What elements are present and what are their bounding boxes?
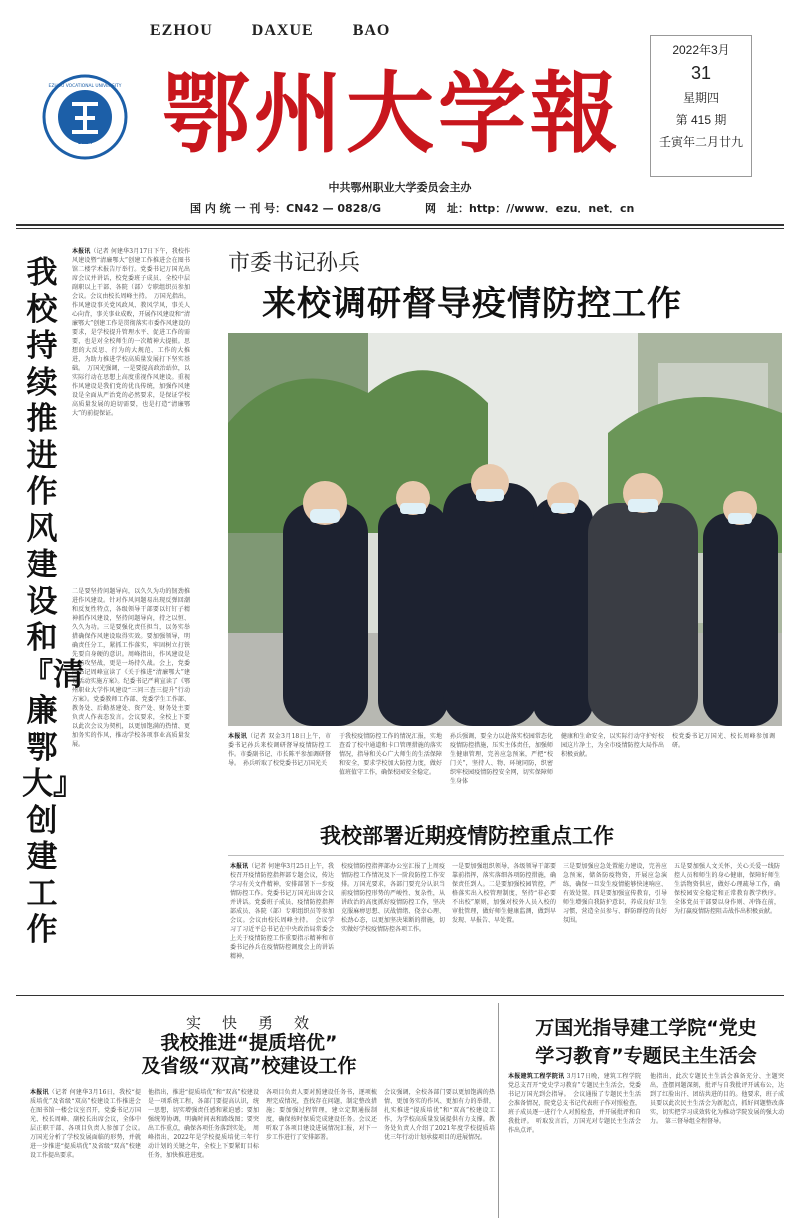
masthead-english <box>150 22 424 40</box>
second-article-body: 三是要加强应急处置能力建设，完善应急预案，储备防疫物资，开展应急演练，确保一旦发生疫情能够快速响应、有效处置。四是要加强宣传教育，引导师生增强自我防护意识，养成良好卫生习惯，营造全员参与、群防群控的良好氛围。 <box>563 863 667 924</box>
website-line: 网 址：http：//www．ezu．net．cn <box>425 202 635 215</box>
section-divider <box>16 995 784 996</box>
lead-article-body: 孙兵强调，要全力以赴落实校园常态化疫情防控措施，压实主体责任，加强师生健康管理，完善应急预案，严把“校门关”，坚持人、物、环境同防，织密织牢校园疫情防控安全网，切实保障师生身体 <box>450 733 553 785</box>
lead-article-headline: 来校调研督导疫情防控工作 <box>262 284 682 324</box>
fourth-article-headline-line: 万国光指导建工学院“党史 <box>535 1017 757 1039</box>
third-article-headline-line: 我校推进“提质培优” <box>160 1032 338 1054</box>
second-article-body: 一是要加强组织领导，各级领导干部要靠前指挥，落实落细各项防控措施，确保责任到人。二是要加强校园管控，严格落实出入校管理制度，坚持“非必要不出校”原则，加强对校外人员入校的审批管理，做好师生健康监测，做到早发现、早报告、早处置。 <box>452 863 556 924</box>
lead-article-body: 于我校疫情防控工作的情况汇报，实地查看了校中通道和卡口管理措施的落实情况，指导和关心广大师生的生活保障和安全，要求学校加大防控力度，做好值班值守工作，确保校园安全稳定。 <box>339 733 442 776</box>
date-day: 31 <box>690 63 712 83</box>
sponsor-line: 中共鄂州职业大学委员会主办 <box>328 181 472 194</box>
second-article-body: 本报讯（记者 何建华3月25日上午，我校召开疫情防控指挥部专题会议，传达学习有关文件精神，安排部署下一步疫情防控工作。党委书记万国光出席会议并讲话。党委班子成员、疫情防控指挥部成员、各院（部）专职组织员等参加会议。会议由校长周峰主持。 会议学习了习近平总书记在中央政治局常委会上关于疫情防控工作重要指示精神和市委书记孙兵在疫情防控调度会上的讲话精神， <box>230 863 334 960</box>
sidebar-article-body-cont: 二是要坚持问题导向，以久久为功的韧劲推进作风建设。针对作风问题易出现反弹回潮和反复性特点，各级领导干部要以钉钉子精神抓作风建设，坚持问题导向，持之以恒、久久为功。三是要强化责任担当，以务实举措确保作风建设取得实效。要加强领导，明确责任分工，紧抓工作落实，牢固树立打铁先要自身硬的意识。周峰指出，作风建设是一场攻坚战，更是一场持久战。会上，党委副书记周峰宣读了《关于推进“清廉鄂大”建设活动实施方案》。纪委书记严莉宣读了《鄂州职业大学作风建设“三问三查三提升”行动方案》。党委教师工作部、党委学生工作部、教务处、后勤基建处、资产处、财务处主要负责人作表态发言。会议要求，全校上下要以此次会议为契机，以更加饱满的热情、更加务实的作风，推动学校各项事业高质量发展。 <box>72 588 190 748</box>
second-article-headline: 我校部署近期疫情防控重点工作 <box>320 824 614 848</box>
newspaper-title-text: 鄂州大学報 <box>161 61 623 165</box>
date-weekday: 星期四 <box>682 91 719 105</box>
lead-article-body: 健康和生命安全，以实际行动守护好校园这片净土，为全市疫情防控大局作出积极贡献。 <box>561 733 664 758</box>
third-article-body: 本报讯（记者 何建华3月16日，我校“提质培优”及省级“双高”校建设工作推进会在图书馆一楼会议室召开，党委书记万国光、校长周峰、副校长出席会议，全体中层正职干部、各项目负责人参加了会议。 万国光分析了学校发展面临的形势，并就进一步推进“提质培优”及省级“双高”校建设工作提出要求。 <box>30 1089 148 1159</box>
masthead-divider <box>16 224 784 226</box>
third-article-kicker: 实 快 勇 效 <box>185 1014 312 1032</box>
sidebar-article-body: 本报讯（记者 何建华3月17日下午，我校作风建设暨“清廉鄂大”创建工作推进会在图书馆二楼学术报告厅举行。党委书记万国光出席会议并讲话，校党委班子成员、全校中层副职以上干部、各院（部）专职组织员参加会议。会议由校长周峰主持。 万国光指出，作风建设事关党风政风、教风学风，事关人心向背，事关事业成败，开展作风建设和“清廉鄂大”创建工作是贯彻落实市委作风建设的要求，是学校提升管理水平、促进工作的需要，也是对全校师生的一次精神大提振。思想的大反思、行为的大规范、工作的大推进，为助力推进学校高质量发展打下坚实基础。 万国光强调，一是要提高政治站位，以实际行动在思想上高度重视作风建设。重视作风建设是我们党的优良传统，加强作风建设是全面从严治党的必然要求，是保证学校高质量发展的迫切需要，也是打造“清廉鄂大”的前提保证。 <box>72 248 190 417</box>
logo-school-name: EZHOU VOCATIONAL UNIVERSITY <box>48 84 122 89</box>
logo-year: 1984 <box>77 139 93 146</box>
second-article-body: 五是要加强人文关怀，关心关爱一线防控人员和师生的身心健康，保障好师生生活物资供应，做好心理疏导工作，确保校园安全稳定和正常教育教学秩序。全体党员干部要以身作则、冲锋在前，为打赢疫情防控阻击战作出积极贡献。 <box>674 863 780 915</box>
issue-number: 第 415 期 <box>675 113 727 127</box>
date-year-month: 2022年3月 <box>672 43 730 57</box>
lead-article-body: 校党委书记万国光、校长周峰参加调研。 <box>672 733 775 749</box>
lead-article-body: 本报讯（记者 双金3月18日上午，市委书记孙兵来校调研督导疫情防控工作。市委副书记、市长陈平参加调研督导。 孙兵听取了校党委书记万国光关 <box>228 733 331 767</box>
date-box <box>650 35 752 177</box>
fourth-article-body: 本报建筑工程学院讯 3月17日晚，建筑工程学院党总支召开“党史学习教育”专题民主生活会，党委书记万国光到会指导。 会议通报了专题民主生活会准备情况，院党总支书记代表班子作对照检查，班子成员逐一进行个人对照检查，并开展批评和自我批评。 听取发言后，万国光对专题民主生活会作出点评。 <box>508 1073 641 1134</box>
masthead-en-word: DAXUE <box>251 22 314 39</box>
masthead-en-word: EZHOU <box>150 22 213 39</box>
fourth-article-headline-line: 学习教育”专题民主生活会 <box>535 1045 757 1067</box>
school-logo <box>42 74 128 160</box>
third-article-headline-line: 及省级“双高”校建设工作 <box>141 1055 357 1077</box>
masthead-en-word: BAO <box>352 22 391 39</box>
third-article-body: 会议强调，全校各部门要以更加饱满的热情、更加务实的作风、更加有力的举措，扎实推进“提质培优”和“双高”校建设工作，为学校高质量发展提供有力支撑。教务处负责人介绍了2021年度学校提质培优三年行动计划承接项目的进展情况。 <box>384 1089 495 1141</box>
third-article-body: 他指出，推进“提质培优”和“双高”校建设是一项系统工程，各部门要提高认识，统一思想，切实增强责任感和紧迫感；要加强统筹协调，明确时间表和路线图；要突出工作重点，确保各项任务落到实处。 周峰指出，2022年是学校提质培优三年行动计划的关键之年，全校上下要紧盯目标任务，加快推进进度。 <box>148 1089 260 1159</box>
lead-article-photo <box>228 333 782 726</box>
third-article-headline <box>0 1032 498 1078</box>
fourth-article-body: 他指出，此次专题民主生活会准备充分、主题突出，查摆问题深刻，批评与自我批评开诚布公，达到了红脸出汗、团结共进的目的。他要求，班子成员要以此次民主生活会为新起点，抓好问题整改落实，切实把学习成效转化为推动学院发展的强大动力。 第三督导组全程督导。 <box>650 1073 784 1125</box>
section-divider <box>228 855 784 856</box>
lead-article-kicker: 市委书记孙兵 <box>228 251 361 276</box>
lunar-date: 壬寅年二月廿九 <box>658 135 743 149</box>
second-article-body: 校疫情防控指挥部办公室汇报了上周疫情防控工作情况及下一阶段防控工作安排。万国光要求，各部门要充分认识当前疫情防控形势的严峻性、复杂性，从讲政治的高度抓好疫情防控工作，坚决克服麻痹思想、厌战情绪、侥幸心理、松劲心态，以更加坚决果断的措施，切实做好学校疫情防控各项工作。 <box>341 863 445 933</box>
third-article-body: 各项目负责人要对照建设任务书，逐项梳理完成情况，查找存在问题，制定整改措施；要加强过程管理，建立定期通报制度，确保按时保质完成建设任务。会议还听取了各项目建设进展情况汇报，对下一步工作进行了安排部署。 <box>266 1089 377 1141</box>
newspaper-title <box>162 60 622 165</box>
fourth-article-headline <box>508 1014 784 1070</box>
issn-line: 国 内 统 一 刊 号：CN42 — 0828/G <box>190 202 382 215</box>
sidebar-article-headline: 我校持续推进作风建设和『清廉鄂大』创建工作 <box>22 255 84 948</box>
column-divider <box>498 1003 499 1218</box>
masthead-divider-thin <box>16 228 784 229</box>
